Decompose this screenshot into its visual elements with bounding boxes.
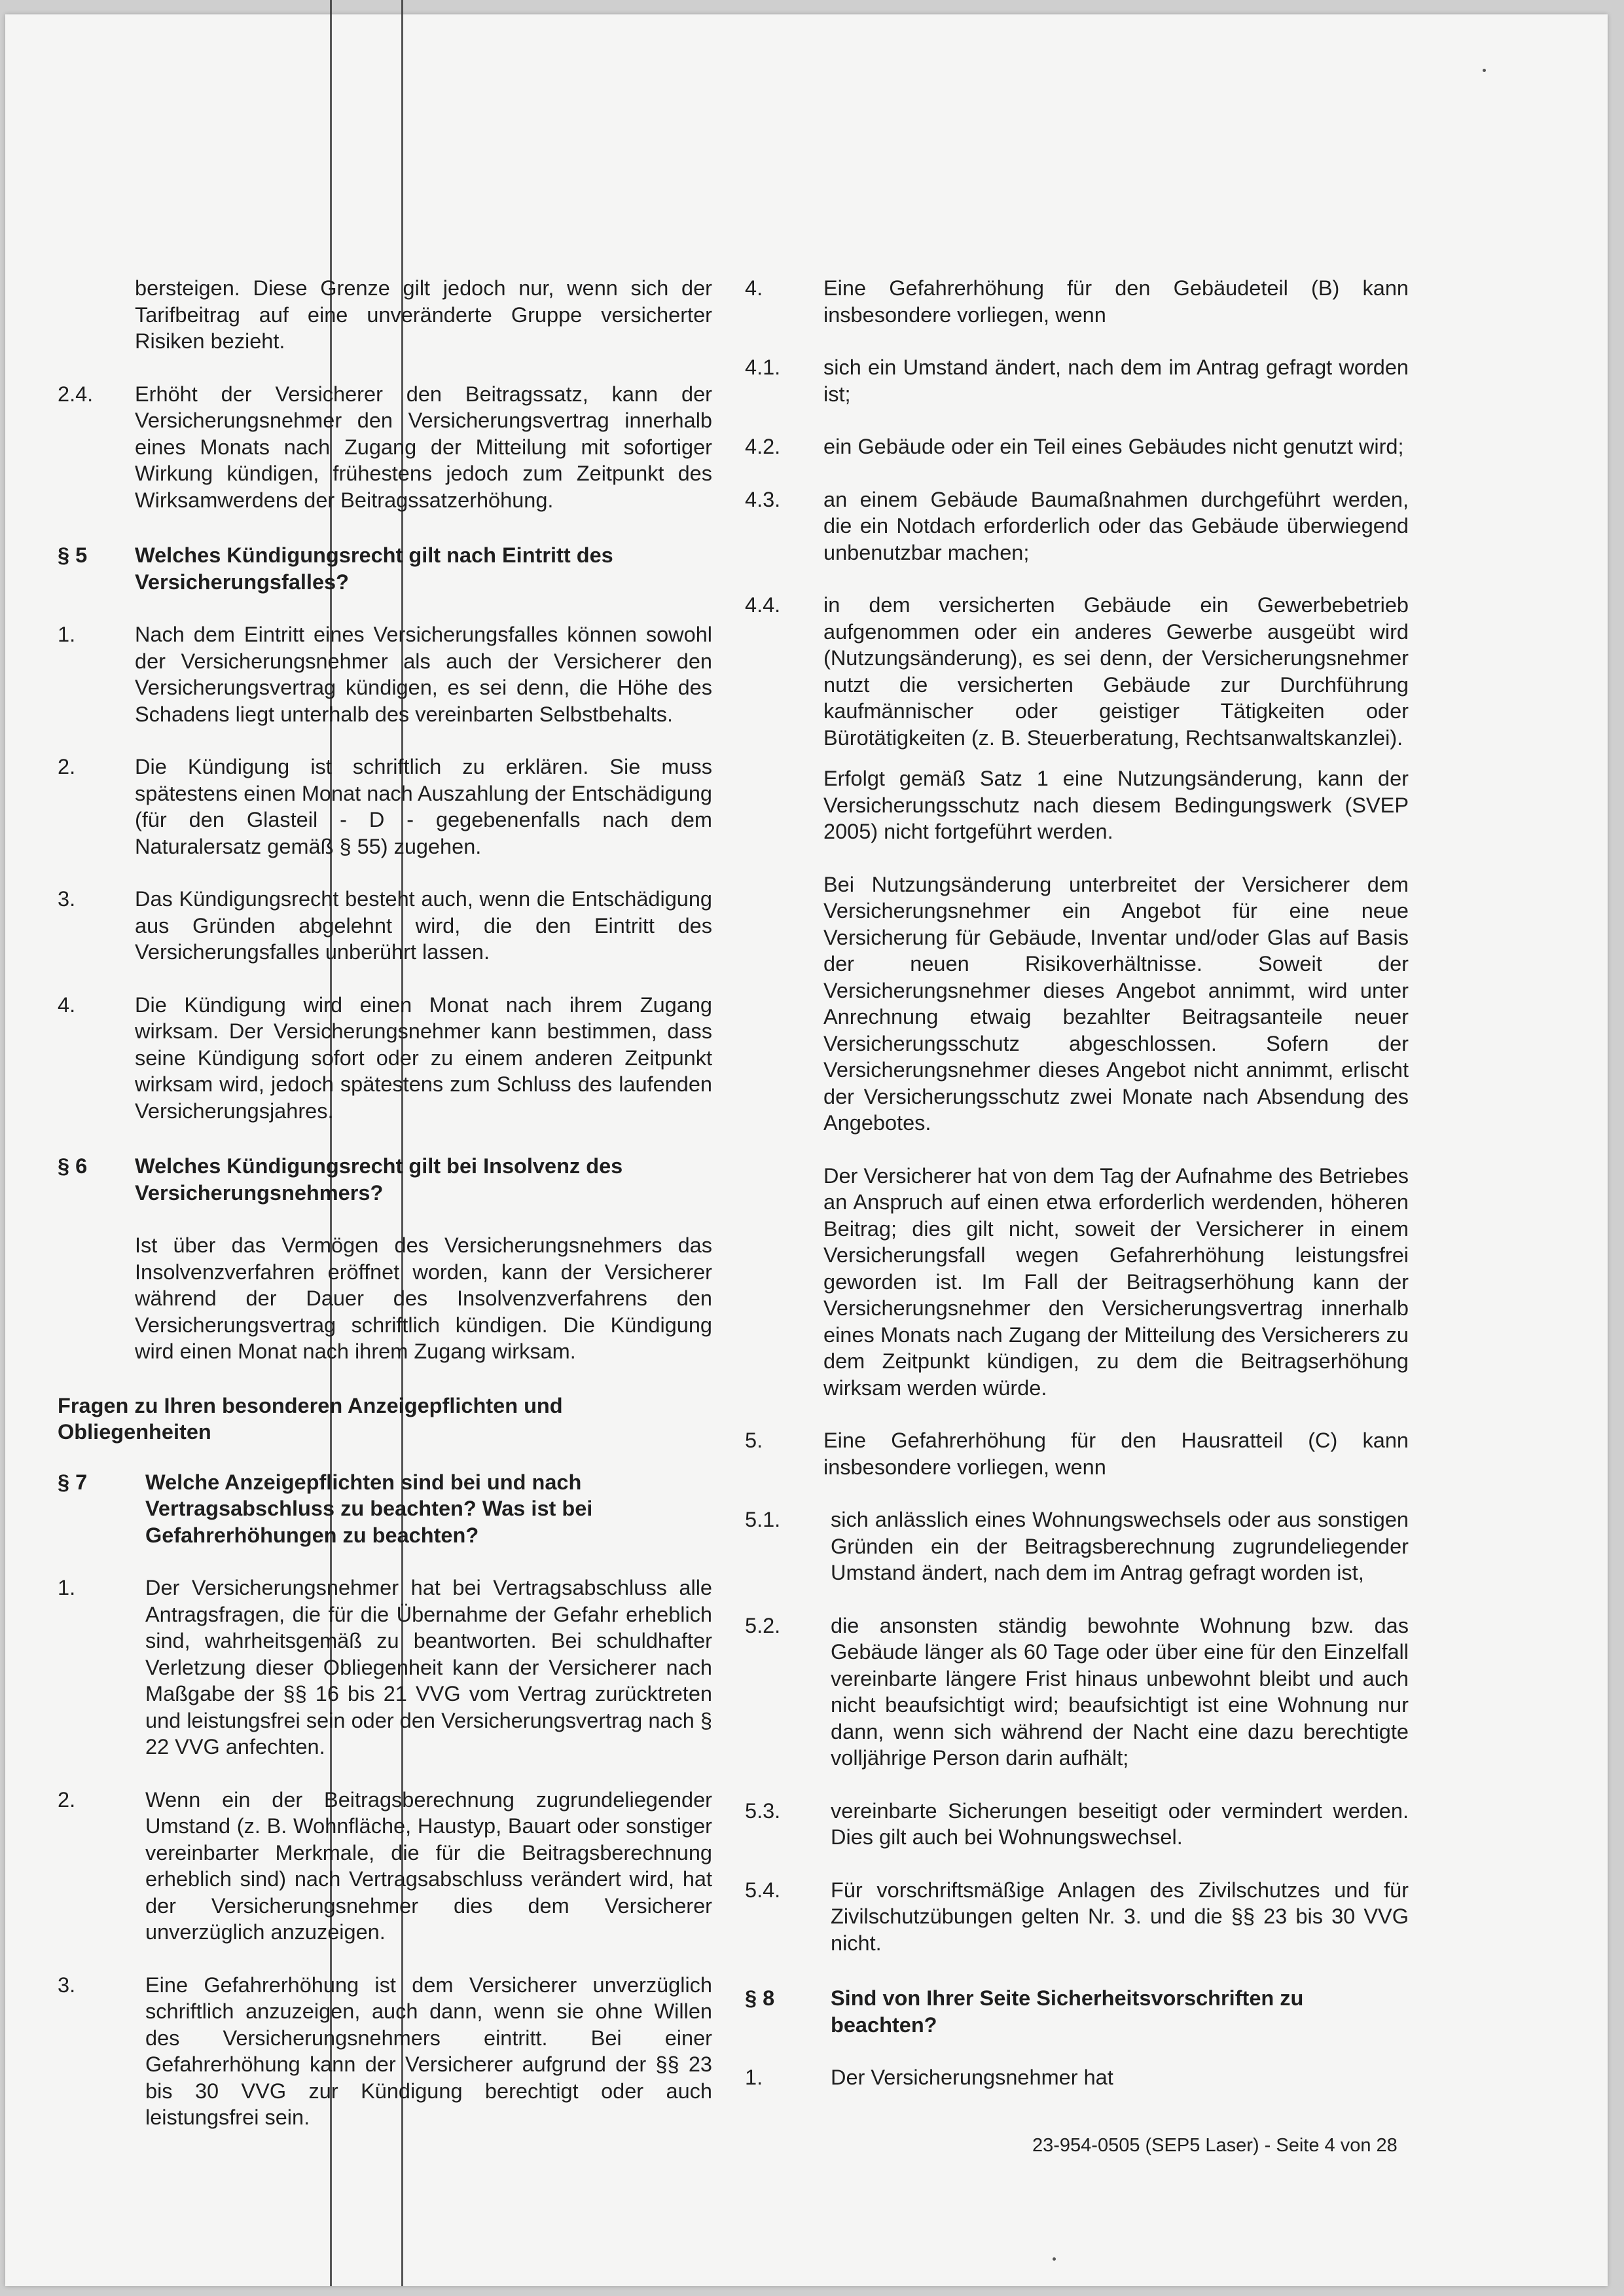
section-7-heading bbox=[58, 1469, 712, 1549]
section-5-heading bbox=[58, 542, 712, 595]
paragraph-number: 3. bbox=[58, 1973, 76, 1997]
paragraph-text: Der Versicherungsnehmer hat bbox=[831, 2066, 1113, 2089]
paragraph-4-4-angebot bbox=[745, 871, 1409, 1137]
section-number: § 6 bbox=[58, 1154, 88, 1178]
section-6-heading bbox=[58, 1153, 712, 1206]
paragraph-number: 2.4. bbox=[58, 382, 94, 406]
paragraph-number: 4. bbox=[58, 993, 76, 1017]
paragraph-text: an einem Gebäude Baumaßnahmen durchgeführt werden, die ein Notdach erforderlich oder das Gebäude überwiegend unbenutzbar machen; bbox=[823, 487, 1409, 564]
paragraph-5-4 bbox=[58, 992, 712, 1125]
paragraph-text: Die Kündigung wird einen Monat nach ihrem Zugang wirksam. Der Versicherungsnehmer kann bestimmen, dass seine Kündigung sofort oder zu einem anderen Zeitpunkt wirksam wird, jedoch spätestens zum Schluss des laufenden Versicherungsjahres. bbox=[135, 993, 712, 1123]
paragraph-5-1 bbox=[745, 1506, 1409, 1586]
section-title: Welche Anzeigepflichten sind bei und nach Vertragsabschluss zu beachten? Was ist bei Gefahrerhöhungen zu beachten? bbox=[145, 1470, 593, 1547]
paragraph-text: Der Versicherer hat von dem Tag der Aufnahme des Betriebes an Anspruch auf einen etwa erforderlich werdenden, höheren Beitrag; dies gilt nicht, soweit der Versicherer in einem Versicherungsfall wegen Gefahrerhöhung leistungsfrei geworden ist. Im Fall der Beitragserhöhung kann der Versicherungsnehmer den Versicherungsvertrag innerhalb eines Monats nach Zugang der Mitteilung des Versicherers zu dem Zeitpunkt kündigen, zu dem die Beitragserhöhung wirksam werden würde. bbox=[823, 1163, 1409, 1400]
paragraph-number: 4.3. bbox=[745, 487, 781, 511]
scan-speck bbox=[1053, 2257, 1056, 2261]
paragraph-text: Erfolgt gemäß Satz 1 eine Nutzungsänderung, kann der Versicherungsschutz nach diesem Bedingungswerk (SVEP 2005) nicht fortgeführt werden. bbox=[823, 767, 1409, 843]
section-number: § 7 bbox=[58, 1470, 88, 1494]
left-column bbox=[58, 275, 712, 2131]
obligations-heading: Fragen zu Ihren besonderen Anzeigepflichten und Obliegenheiten bbox=[58, 1393, 563, 1444]
paragraph-4-4-beitrag bbox=[745, 1163, 1409, 1402]
paragraph-number: 4.4. bbox=[745, 593, 781, 617]
paragraph-text: Eine Gefahrerhöhung ist dem Versicherer unverzüglich schriftlich anzuzeigen, auch dann, wenn sie ohne Willen des Versicherungsnehmers eintritt. Bei einer Gefahrerhöhung kann der Versicherer aufgrund der §§ 23 bis 30 VVG zur Kündigung berechtigt oder auch leistungsfrei sein. bbox=[145, 1973, 712, 2129]
paragraph-4-2 bbox=[745, 433, 1409, 460]
section-title: Welches Kündigungsrecht gilt bei Insolvenz des Versicherungsnehmers? bbox=[135, 1154, 623, 1205]
paragraph-number: 4.1. bbox=[745, 355, 781, 379]
paragraph-number: 2. bbox=[58, 755, 76, 778]
paragraph-text: die ansonsten ständig bewohnte Wohnung bzw. das Gebäude länger als 60 Tage oder über eine für den Einzelfall vereinbarte längere Frist hinaus unbewohnt bleibt und auch nicht beaufsichtigt wird; beaufsichtigt ist eine Wohnung nur dann, wenn sich während der Nacht eine dazu berechtigte volljährige Person darin aufhält; bbox=[831, 1613, 1409, 1770]
paragraph-text: vereinbarte Sicherungen beseitigt oder vermindert werden. Dies gilt auch bei Wohnungswechsel. bbox=[831, 1798, 1409, 1849]
section-title: Sind von Ihrer Seite Sicherheitsvorschriften zu beachten? bbox=[831, 1986, 1304, 2037]
paragraph-text: Für vorschriftsmäßige Anlagen des Zivilschutzes und für Zivilschutzübungen gelten Nr. 3. und die §§ 23 bis 30 VVG nicht. bbox=[831, 1878, 1409, 1955]
paragraph-5-4 bbox=[745, 1877, 1409, 1957]
paragraph-text: Der Versicherungsnehmer hat bei Vertragsabschluss alle Antragsfragen, die für die Übernahme der Gefahr erheblich sind, wahrheitsgemäß zu beantworten. Bei schuldhafter Verletzung dieser Obliegenheit kann der Versicherer nach Maßgabe der §§ 16 bis 21 VVG vom Vertrag zurücktreten und leistungsfrei sein oder den Versicherungsvertrag nach § 22 VVG anfechten. bbox=[145, 1576, 712, 1758]
paragraph-text: sich ein Umstand ändert, nach dem im Antrag gefragt worden ist; bbox=[823, 355, 1409, 406]
paragraph-5-2 bbox=[745, 1613, 1409, 1772]
paragraph-text: sich anlässlich eines Wohnungswechsels oder aus sonstigen Gründen ein der Beitragsberechnung zugrundeliegender Umstand ändert, nach dem im Antrag gefragt worden ist, bbox=[831, 1508, 1409, 1584]
paragraph-text: bersteigen. Diese Grenze gilt jedoch nur, wenn sich der Tarifbeitrag auf eine unveränderte Gruppe versicherter Risiken bezieht. bbox=[135, 276, 712, 353]
section-number: § 5 bbox=[58, 543, 88, 567]
paragraph-number: 5.1. bbox=[745, 1508, 781, 1531]
paragraph-number: 4.2. bbox=[745, 435, 781, 458]
paragraph-text: Bei Nutzungsänderung unterbreitet der Versicherer dem Versicherungsnehmer ein Angebot für eine neue Versicherung für Gebäude, Inventar und/oder Glas auf Basis der neuen Risikoverhältnisse. Soweit der Versicherungsnehmer dieses Angebot annimmt, wird unter Anrechnung etwaig bezahlter Beitragsanteile neuer Versicherungsschutz abgeschlossen. Sofern der Versicherungsnehmer dieses Angebot nicht annimmt, erlischt der Versicherungsschutz zwei Monate nach Absendung des Angebotes. bbox=[823, 872, 1409, 1135]
page-footer: 23-954-0505 (SEP5 Laser) - Seite 4 von 28 bbox=[1032, 2135, 1398, 2156]
paragraph-number: 5.3. bbox=[745, 1798, 781, 1823]
paragraph-2-3-continuation bbox=[58, 275, 712, 355]
paragraph-number: 5.2. bbox=[745, 1613, 781, 1637]
section-8-heading bbox=[745, 1985, 1409, 2038]
paragraph-number: 1. bbox=[58, 623, 76, 646]
paragraph-text: Die Kündigung ist schriftlich zu erklären. Sie muss spätestens einen Monat nach Auszahlung der Entschädigung (für den Glasteil - D - gegebenenfalls nach dem Naturalersatz gemäß § 55) zugehen. bbox=[135, 755, 712, 858]
paragraph-text: Erhöht der Versicherer den Beitragssatz, kann der Versicherungsnehmer den Versicherungsvertrag innerhalb eines Monats nach Zugang der Mitteilung mit sofortiger Wirkung kündigen, frühestens jedoch zum Zeitpunkt des Wirksamwerdens der Beitragssatzerhöhung. bbox=[135, 382, 712, 512]
paragraph-text: Eine Gefahrerhöhung für den Hausratteil (C) kann insbesondere vorliegen, wenn bbox=[823, 1429, 1409, 1479]
paragraph-5-1 bbox=[58, 621, 712, 727]
paragraph-text: Das Kündigungsrecht besteht auch, wenn die Entschädigung aus Gründen abgelehnt wird, die den Eintritt des Versicherungsfalles unberührt lassen. bbox=[135, 887, 712, 964]
paragraph-text: Nach dem Eintritt eines Versicherungsfalles können sowohl der Versicherungsnehmer als auch der Versicherer den Versicherungsvertrag kündigen, es sei denn, die Höhe des Schadens liegt unterhalb des vereinbarten Selbstbehalts. bbox=[135, 623, 712, 726]
paragraph-5 bbox=[745, 1427, 1409, 1480]
paragraph-number: 4. bbox=[745, 276, 763, 300]
paragraph-8-1 bbox=[745, 2064, 1409, 2091]
paragraph-5-3 bbox=[745, 1798, 1409, 1851]
scan-speck bbox=[1483, 69, 1486, 72]
paragraph-number: 5. bbox=[745, 1429, 763, 1452]
paragraph-4-3 bbox=[745, 486, 1409, 566]
paragraph-4 bbox=[745, 275, 1409, 328]
paragraph-7-1 bbox=[58, 1575, 712, 1760]
paragraph-number: 1. bbox=[745, 2066, 763, 2089]
paragraph-number: 1. bbox=[58, 1576, 76, 1599]
section-title: Welches Kündigungsrecht gilt nach Eintritt des Versicherungsfalles? bbox=[135, 543, 613, 594]
paragraph-4-4 bbox=[745, 592, 1409, 751]
paragraph-4-4-nutzungsaenderung bbox=[745, 765, 1409, 845]
paragraph-7-2 bbox=[58, 1787, 712, 1946]
right-column bbox=[745, 275, 1409, 2091]
paragraph-text: in dem versicherten Gebäude ein Gewerbebetrieb aufgenommen oder ein anderes Gewerbe ausgeübt wird (Nutzungsänderung), es sei denn, der Versicherungsnehmer nutzt die versicherten Gebäude zur Durchführung kaufmännischer oder geistiger Tätigkeiten oder Bürotätigkeiten (z. B. Steuerberatung, Rechtsanwaltskanzlei). bbox=[823, 593, 1409, 750]
paragraph-2-4 bbox=[58, 381, 712, 514]
paragraph-text: Wenn ein der Beitragsberechnung zugrundeliegender Umstand (z. B. Wohnfläche, Haustyp, Bauart oder sonstiger vereinbarter Merkmale, die für die Beitragsberechnung erheblich sind) nach Vertragsabschluss verändert wird, hat der Versicherungsnehmer dies dem Versicherer unverzüglich anzuzeigen. bbox=[145, 1787, 712, 1944]
paragraph-7-3 bbox=[58, 1972, 712, 2131]
paragraph-number: 3. bbox=[58, 887, 76, 911]
paragraph-text: Ist über das Vermögen des Versicherungsnehmers das Insolvenzverfahren eröffnet worden, kann der Versicherer während der Dauer des Insolvenzverfahrens den Versicherungsvertrag schriftlich kündigen. Die Kündigung wird einen Monat nach ihrem Zugang wirksam. bbox=[135, 1233, 712, 1363]
paragraph-text: ein Gebäude oder ein Teil eines Gebäudes nicht genutzt wird; bbox=[823, 435, 1404, 458]
paragraph-4-1 bbox=[745, 354, 1409, 407]
section-number: § 8 bbox=[745, 1986, 775, 2010]
paragraph-text: Eine Gefahrerhöhung für den Gebäudeteil (B) kann insbesondere vorliegen, wenn bbox=[823, 276, 1409, 327]
paragraph-number: 2. bbox=[58, 1787, 76, 1812]
paragraph-5-2 bbox=[58, 754, 712, 860]
paragraph-5-3 bbox=[58, 886, 712, 966]
paragraph-number: 5.4. bbox=[745, 1878, 781, 1902]
section-6-text bbox=[58, 1232, 712, 1365]
